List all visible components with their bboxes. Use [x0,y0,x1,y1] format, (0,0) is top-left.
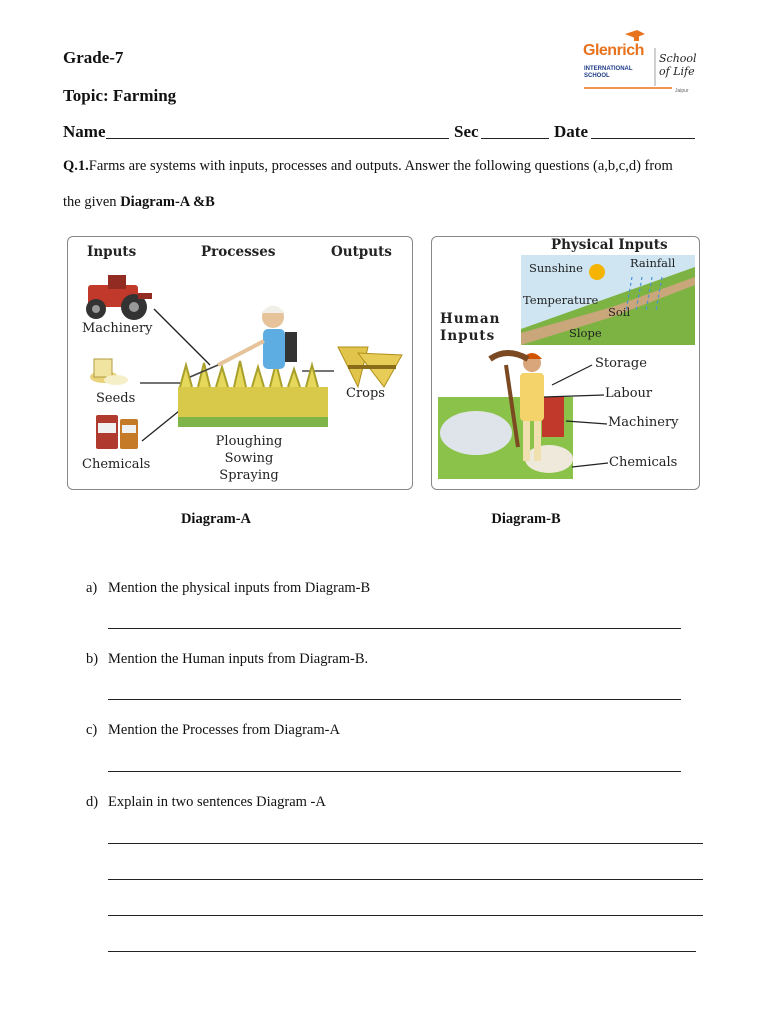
grade-title: Grade-7 [63,48,124,67]
diagram-a-seeds-label: Seeds [96,391,136,406]
temperature-label: Temperature [523,293,599,307]
sec-label: Sec [454,122,479,141]
school-logo [582,28,697,96]
sub-question-a: a) Mention the physical inputs from Diagram-B [86,580,371,596]
question-text-2: the given [63,194,121,210]
diagram-a-machinery-label: Machinery [82,321,153,336]
sub-question-d: d) Explain in two sentences Diagram -A [86,794,326,810]
logo-brand: Glenrich [583,42,644,59]
answer-line-c[interactable] [108,771,681,772]
question-number: Q.1. [63,158,89,174]
answer-line-d-3[interactable] [108,915,703,916]
diagram-a-processes-list [214,433,284,484]
logo-tagline: School of Life [659,52,697,78]
process-spraying: Spraying [219,468,279,483]
diagram-a-caption: Diagram-A [180,511,252,527]
logo-location: Jaipur [675,88,689,94]
logo-subtitle: INTERNATIONAL SCHOOL [584,66,633,79]
diagram-a-crops-label: Crops [346,386,385,401]
machinery-label: Machinery [608,415,679,430]
soil-label: Soil [608,305,631,319]
human-inputs-heading: Human Inputs [440,311,501,344]
sec-field[interactable] [481,138,549,139]
date-label: Date [554,122,588,141]
name-field[interactable] [106,138,449,139]
diagram-a-outputs-heading: Outputs [331,244,392,260]
diagram-a-processes-heading: Processes [201,244,276,260]
process-ploughing: Ploughing [215,434,283,449]
diagram-b-caption: Diagram-B [491,511,561,527]
slope-label: Slope [569,326,602,340]
sunshine-label: Sunshine [529,261,583,275]
topic-title: Topic: Farming [63,86,177,105]
answer-line-b[interactable] [108,699,681,700]
chemicals-label: Chemicals [609,455,678,470]
rainfall-label: Rainfall [630,256,676,270]
question-text-2-bold: Diagram-A &B [120,194,215,210]
question-line-1 [63,158,673,175]
answer-line-a[interactable] [108,628,681,629]
diagram-a-inputs-heading: Inputs [87,244,137,260]
diagram-b [431,236,700,490]
farm-scene-icon [438,397,573,479]
chemical-cans-icon [96,415,138,449]
sub-question-b: b) Mention the Human inputs from Diagram-B. [86,651,369,667]
sun-icon [589,264,605,280]
storage-label: Storage [595,356,647,371]
answer-line-d-4[interactable] [108,951,696,952]
farmer-icon [190,306,297,377]
name-label: Name [63,122,106,141]
physical-inputs-heading: Physical Inputs [551,237,668,253]
process-sowing: Sowing [224,451,274,466]
diagram-a-chemicals-label: Chemicals [82,457,151,472]
diagram-a [67,236,413,490]
answer-line-d-2[interactable] [108,879,703,880]
date-field[interactable] [591,138,695,139]
question-text-1: Farms are systems with inputs, processes and outputs. Answer the following questions (a,b,c,d) from [88,158,673,174]
answer-line-d-1[interactable] [108,843,703,844]
labour-label: Labour [605,386,653,401]
tractor-icon [86,275,152,320]
sub-question-c: c) Mention the Processes from Diagram-A [86,722,340,738]
crops-bundle-icon [338,347,402,387]
seeds-icon [90,359,128,385]
question-line-2 [63,194,215,211]
